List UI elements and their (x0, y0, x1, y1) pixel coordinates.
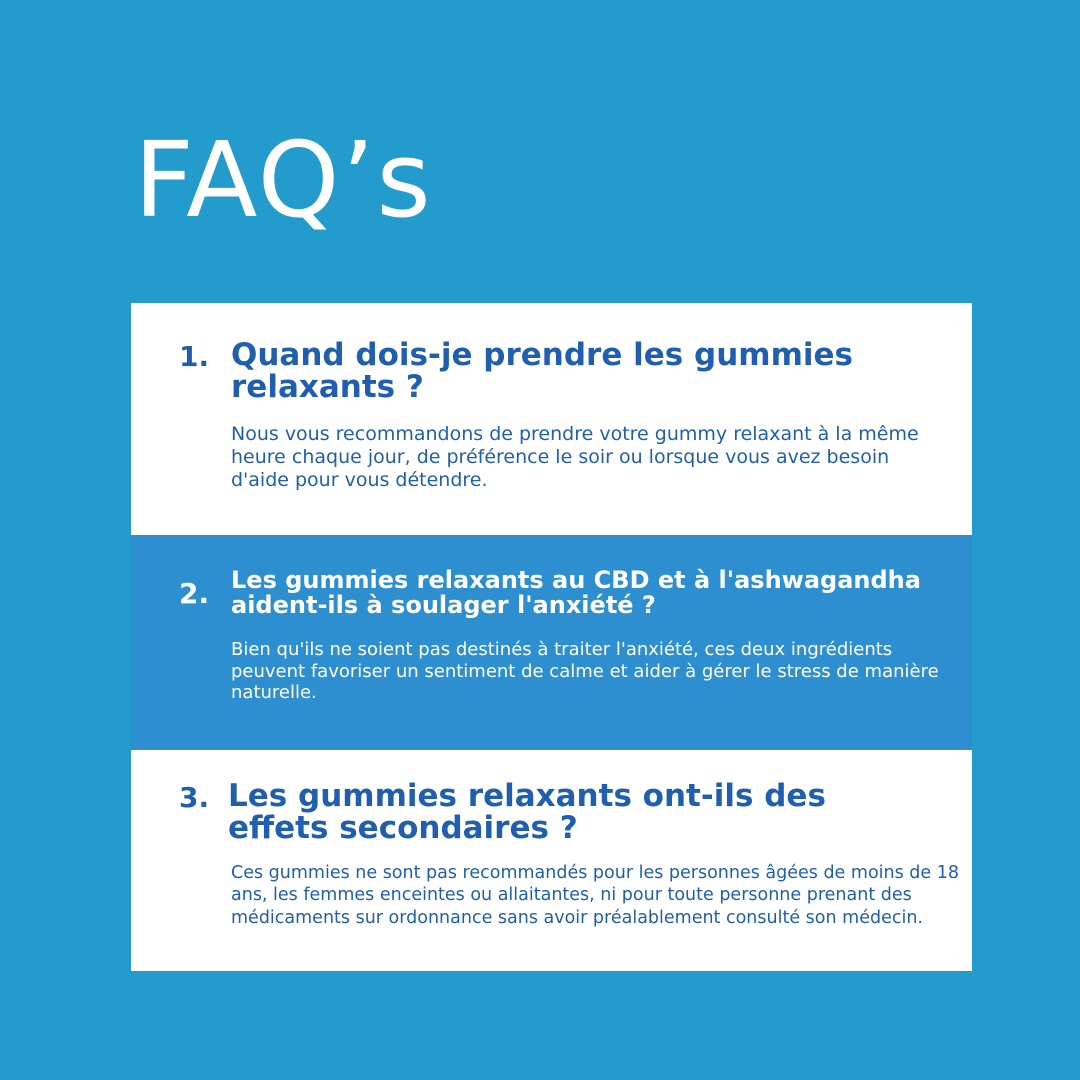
faq-item-3 (131, 750, 972, 971)
faq-number: 3. (179, 781, 210, 814)
faq-question: Les gummies relaxants ont-ils des effets secondaires ? (228, 778, 826, 847)
faq-answer: Bien qu'ils ne soient pas destinés à traiter l'anxiété, ces deux ingrédients peuvent favoriser un sentiment de calme et aider à gérer le stress de manière naturelle. (231, 639, 939, 704)
faq-answer: Ces gummies ne sont pas recommandés pour les personnes âgées de moins de 18 ans, les femmes enceintes ou allaitantes, ni pour toute personne prenant des médicaments sur ordonnance sans avoir préalablement consulté son médecin. (231, 863, 959, 928)
faq-item-1 (131, 303, 972, 535)
faq-question: Les gummies relaxants au CBD et à l'ashwagandha aident-ils à soulager l'anxiété ? (231, 566, 921, 619)
page-title: FAQ’s (134, 119, 433, 241)
faq-answer: Nous vous recommandons de prendre votre gummy relaxant à la même heure chaque jour, de préférence le soir ou lorsque vous avez besoin d'aide pour vous détendre. (231, 423, 919, 491)
faq-number: 2. (179, 577, 210, 610)
faq-question: Quand dois-je prendre les gummies relaxants ? (231, 337, 853, 406)
faq-item-2 (131, 535, 972, 750)
faq-number: 1. (179, 340, 210, 373)
